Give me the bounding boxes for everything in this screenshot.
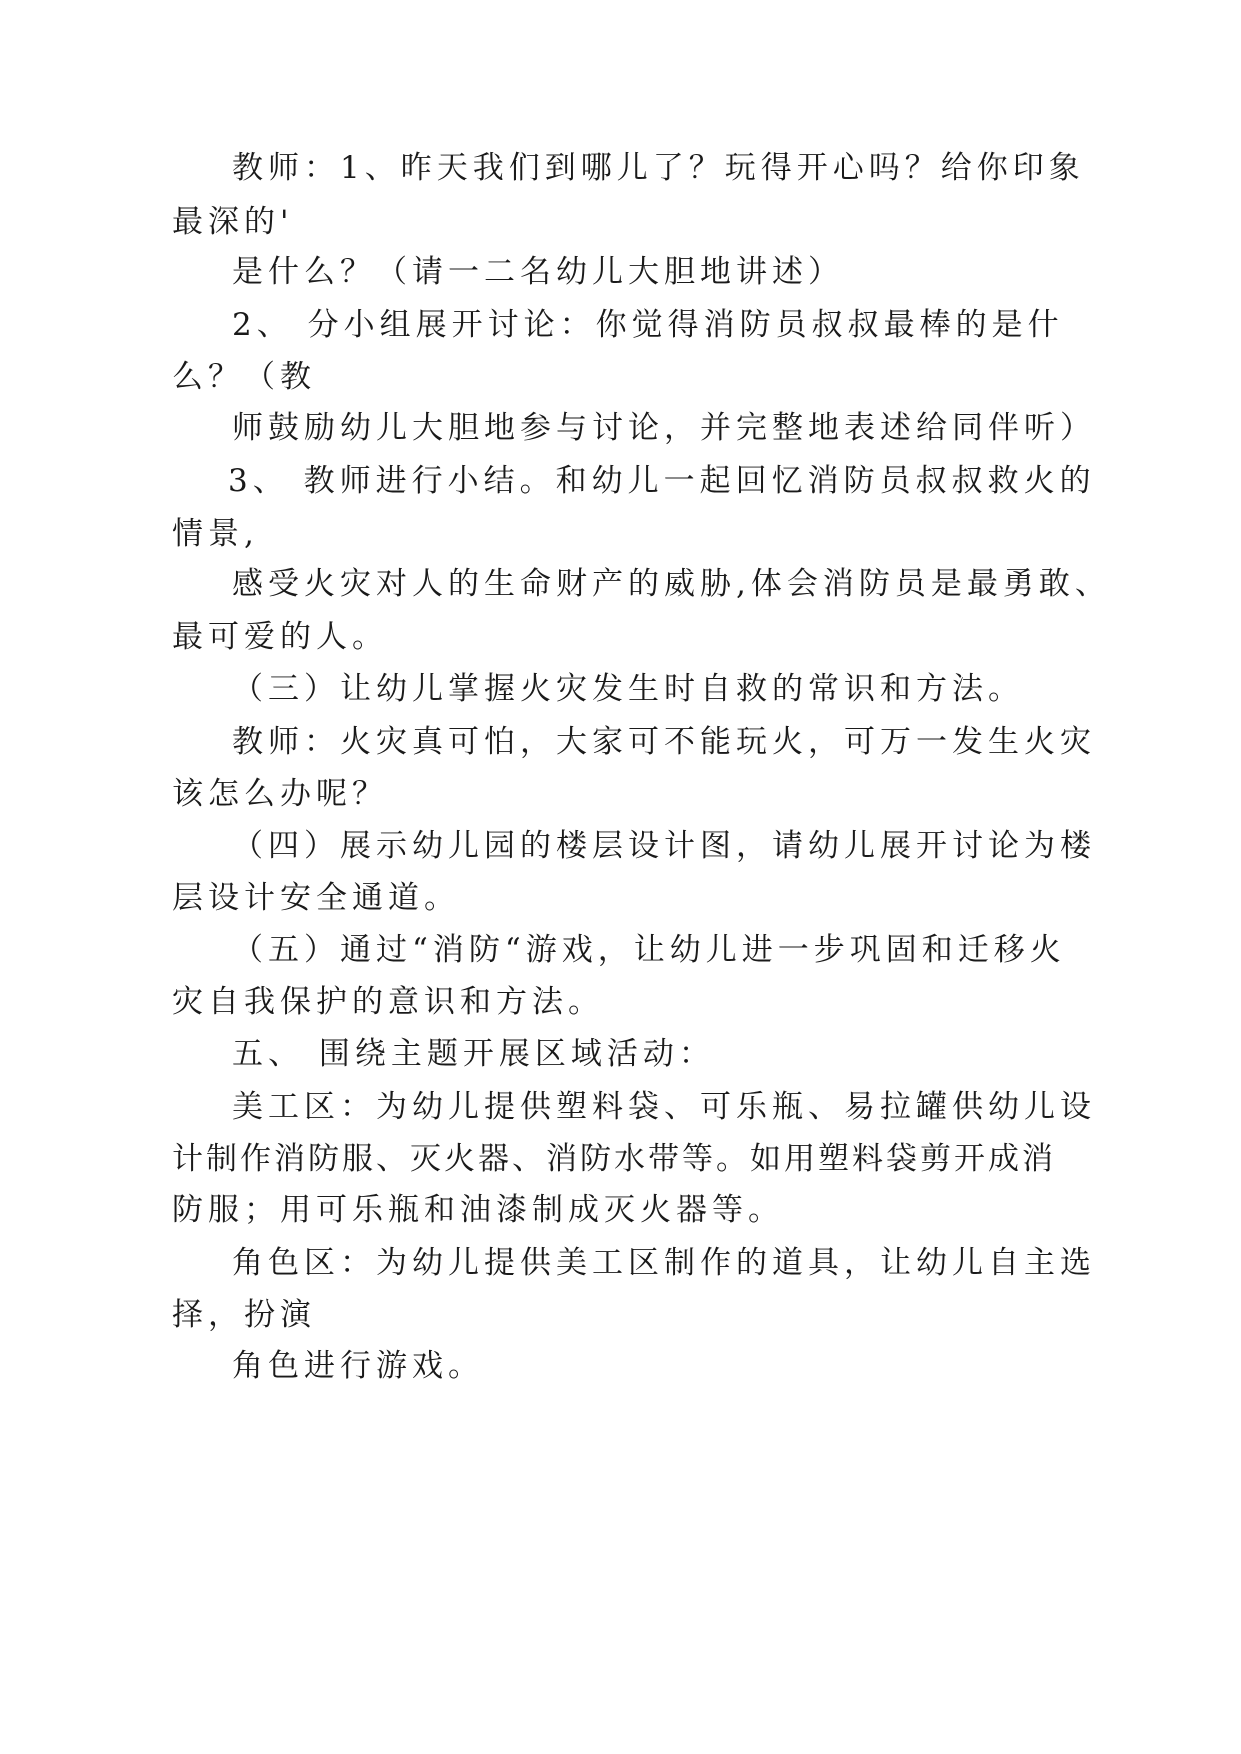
text-line: 么？（教	[172, 359, 316, 395]
text-line: 情景,	[172, 516, 259, 552]
text-line: 感受火灾对人的生命财产的威胁,体会消防员是最勇敢、	[232, 566, 1111, 602]
text-line: 最深的'	[172, 204, 294, 240]
text-line: 择，扮演	[172, 1297, 316, 1333]
text-line: 灾自我保护的意识和方法。	[172, 984, 604, 1020]
text-line: 美工区：为幼儿提供塑料袋、可乐瓶、易拉罐供幼儿设	[232, 1089, 1096, 1125]
text-line: 是什么？（请一二名幼儿大胆地讲述）	[232, 254, 844, 290]
text-line: 角色区：为幼儿提供美工区制作的道具，让幼儿自主选	[232, 1245, 1096, 1281]
text-line: 师鼓励幼儿大胆地参与讨论，并完整地表述给同伴听）	[232, 410, 1096, 446]
text-line: 该怎么办呢？	[172, 776, 388, 812]
text-line: 教师：1、昨天我们到哪儿了？玩得开心吗？给你印象	[232, 150, 1085, 186]
text-line: 角色进行游戏。	[232, 1348, 484, 1384]
text-line: 防服；用可乐瓶和油漆制成灭火器等。	[172, 1192, 784, 1228]
text-line: 计制作消防服、灭火器、消防水带等。如用塑料袋剪开成消	[172, 1141, 1056, 1177]
text-line: （四）展示幼儿园的楼层设计图，请幼儿展开讨论为楼	[232, 828, 1096, 864]
text-line: 教师：火灾真可怕，大家可不能玩火，可万一发生火灾	[232, 724, 1096, 760]
text-line: （三）让幼儿掌握火灾发生时自救的常识和方法。	[232, 671, 1024, 707]
text-line: 五、 围绕主题开展区域活动：	[232, 1036, 715, 1072]
text-line: 最可爱的人。	[172, 619, 388, 655]
text-line: （五）通过“消防“游戏，让幼儿进一步巩固和迁移火	[232, 932, 1066, 968]
text-line: 3、 教师进行小结。和幼儿一起回忆消防员叔叔救火的	[228, 463, 1096, 499]
text-line: 2、 分小组展开讨论：你觉得消防员叔叔最棒的是什	[232, 307, 1064, 343]
text-line: 层设计安全通道。	[172, 880, 460, 916]
